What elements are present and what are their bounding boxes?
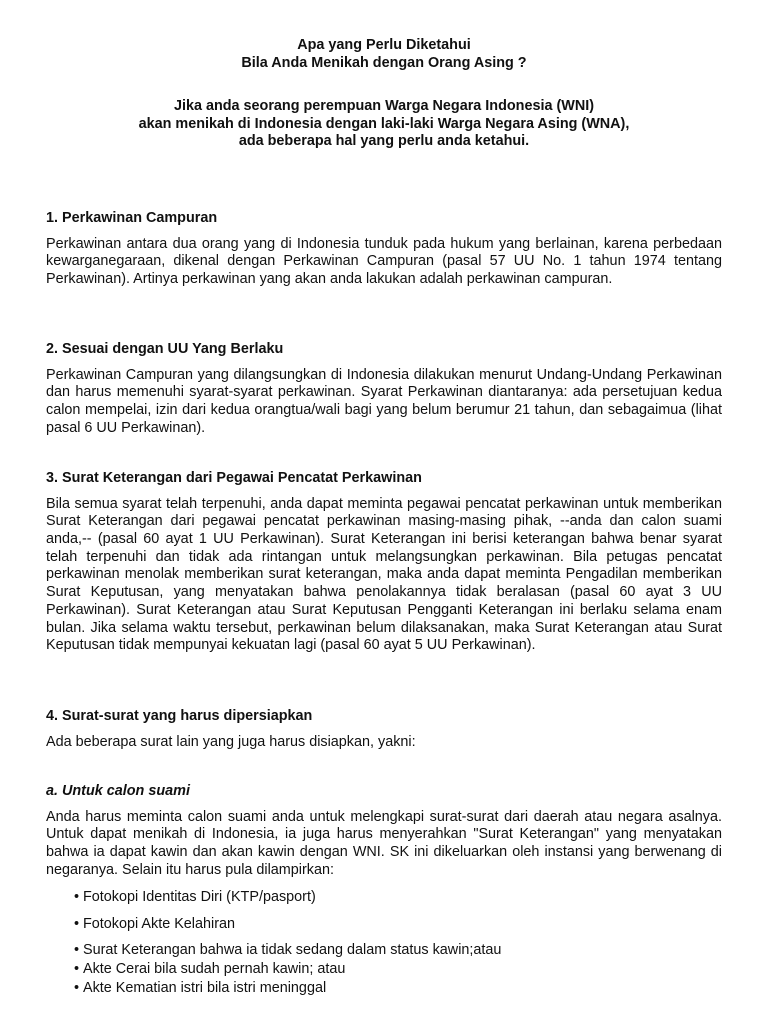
bullet-icon: • <box>74 942 80 959</box>
subsection-a-heading: a. Untuk calon suami <box>46 783 190 799</box>
section-4-body: Ada beberapa surat lain yang juga harus disiapkan, yakni: <box>46 733 416 750</box>
subsection-a-body: Anda harus meminta calon suami anda untuk melengkapi surat-surat dari daerah atau negara asalnya. Untuk dapat menikah di Indonesia, ia juga harus menyerahkan "Surat Keterangan" yang menyatakan bahwa ia dapat kawin dan akan kawin dengan WNI. SK ini dikeluarkan oleh instansi yang berwenang di negaranya. Selain itu harus pula dilampirkan: <box>46 808 722 878</box>
intro-line-3: ada beberapa hal yang perlu anda ketahui. <box>238 133 530 150</box>
document-list <box>46 889 722 998</box>
bullet-icon: • <box>74 961 80 978</box>
list-item <box>74 889 722 907</box>
section-1-heading: 1. Perkawinan Campuran <box>46 210 218 226</box>
list-item <box>74 916 722 934</box>
section-2 <box>46 341 722 437</box>
bullet-icon: • <box>74 889 80 905</box>
list-item <box>74 980 722 998</box>
intro-statement <box>0 98 768 151</box>
list-item-text: Fotokopi Identitas Diri (KTP/pasport) <box>83 889 316 905</box>
section-3 <box>46 470 722 655</box>
bullet-icon: • <box>74 915 80 932</box>
title-line-1: Apa yang Perlu Diketahui <box>297 37 471 53</box>
list-item-text: Surat Keterangan bahwa ia tidak sedang dalam status kawin;atau <box>83 942 502 959</box>
document-title <box>0 37 768 72</box>
intro-line-1: Jika anda seorang perempuan Warga Negara Indonesia (WNI) <box>173 98 595 114</box>
section-4-heading: 4. Surat-surat yang harus dipersiapkan <box>46 708 313 724</box>
list-item <box>74 961 722 979</box>
list-item <box>74 942 722 960</box>
section-4 <box>46 708 722 751</box>
list-item-text: Akte Kematian istri bila istri meninggal <box>83 979 327 996</box>
section-3-body: Bila semua syarat telah terpenuhi, anda dapat meminta pegawai pencatat perkawinan untuk memberikan Surat Keterangan dari pegawai pencatat perkawinan masing-masing pihak, --anda dan calon suami anda,-- (pasal 60 ayat 1 UU Perkawinan). Surat Keterangan ini berisi keterangan bahwa benar syarat telah terpenuhi dan tidak ada rintangan untuk melangsungkan perkawinan. Bila petugas pencatat perkawinan menolak memberikan surat keterangan, maka anda dapat meminta Pengadilan memberikan Surat Keputusan, yang menyatakan bahwa penolakannya tidak beralasan (pasal 60 ayat 3 UU Perkawinan). Surat Keterangan atau Surat Keputusan Pengganti Keterangan ini berlaku selama enam bulan. Jika selama waktu tersebut, perkawinan belum dilaksanakan, maka Surat Keterangan atau Surat Keputusan tidak mempunyai kekuatan lagi (pasal 60 ayat 5 UU Perkawinan). <box>46 495 722 654</box>
subsection-a <box>46 783 722 879</box>
section-2-heading: 2. Sesuai dengan UU Yang Berlaku <box>46 341 284 357</box>
intro-line-2: akan menikah di Indonesia dengan laki-laki Warga Negara Asing (WNA), <box>138 115 630 132</box>
section-1-body: Perkawinan antara dua orang yang di Indonesia tunduk pada hukum yang berlainan, karena perbedaan kewarganegaraan, dikenal dengan Perkawinan Campuran (pasal 57 UU No. 1 tahun 1974 tentang Perkawinan). Artinya perkawinan yang akan anda lakukan adalah perkawinan campuran. <box>46 235 722 287</box>
section-3-heading: 3. Surat Keterangan dari Pegawai Pencatat Perkawinan <box>46 470 422 486</box>
section-2-body: Perkawinan Campuran yang dilangsungkan di Indonesia dilakukan menurut Undang-Undang Perkawinan dan harus memenuhi syarat-syarat perkawinan. Syarat Perkawinan diantaranya: ada persetujuan kedua calon mempelai, izin dari kedua orangtua/wali bagi yang belum berumur 21 tahun, dan sebagaimua (lihat pasal 6 UU Perkawinan). <box>46 366 722 436</box>
section-1 <box>46 210 722 289</box>
list-item-text: Akte Cerai bila sudah pernah kawin; atau <box>83 961 346 978</box>
bullet-icon: • <box>74 979 80 996</box>
list-item-text: Fotokopi Akte Kelahiran <box>83 915 235 932</box>
title-line-2: Bila Anda Menikah dengan Orang Asing ? <box>241 54 527 71</box>
